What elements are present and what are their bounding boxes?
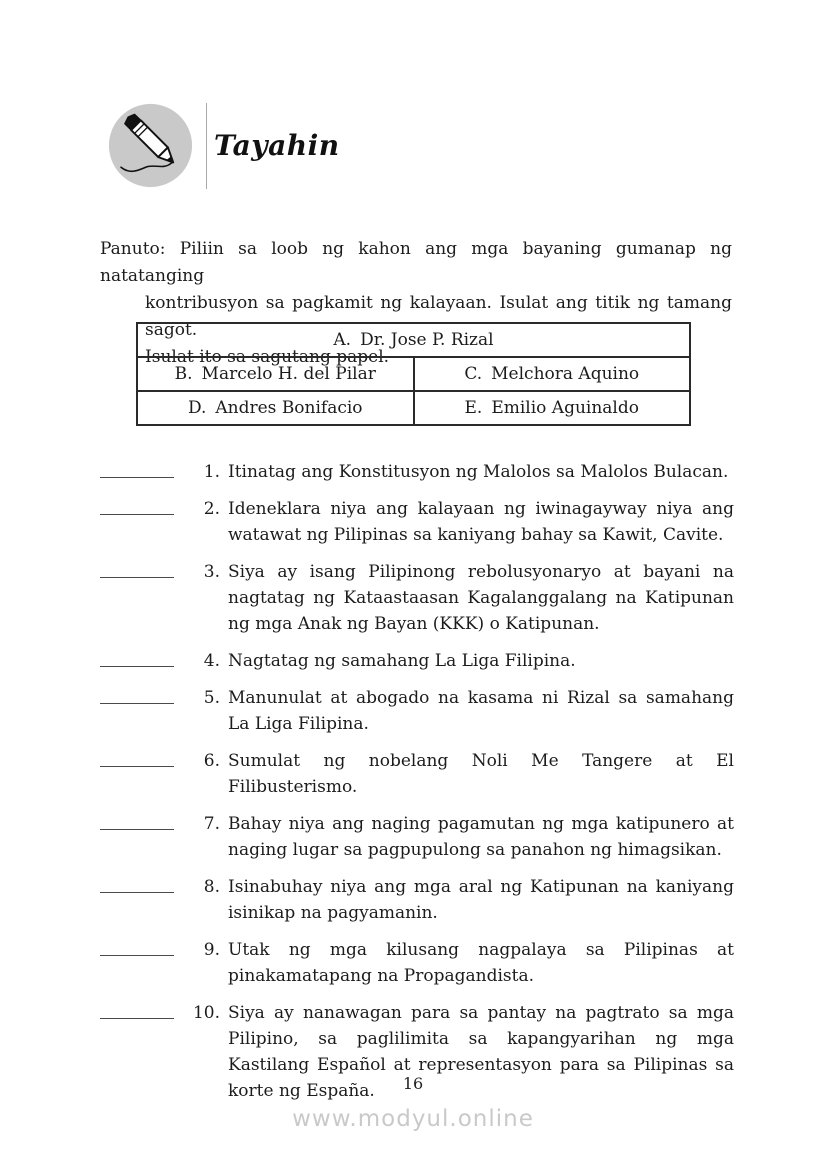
question-number: 8. xyxy=(203,877,220,897)
section-header xyxy=(107,102,340,189)
instructions-line: Isulat ito sa sagutang papel. xyxy=(145,347,390,367)
choice-cell-a xyxy=(137,323,690,357)
choice-cell-b xyxy=(137,357,414,391)
watermark: www.modyul.online xyxy=(292,1106,534,1132)
questions-list xyxy=(100,459,734,1115)
question-number: 6. xyxy=(203,751,220,771)
choices-row xyxy=(137,391,690,425)
choice-letter: D. xyxy=(187,398,207,418)
choice-letter: B. xyxy=(174,364,193,384)
question-text: Utak ng mga kilusang nagpalaya sa Pilipinas at pinakamatapang na Propagandista. xyxy=(228,940,734,986)
page-number: 16 xyxy=(402,1074,424,1093)
choices-box xyxy=(136,322,691,426)
pencil-writing-icon xyxy=(107,102,194,189)
question-text: Sumulat ng nobelang Noli Me Tangere at El Filibusterismo. xyxy=(228,751,734,797)
choice-name: Dr. Jose P. Rizal xyxy=(360,330,494,350)
choice-name: Marcelo H. del Pilar xyxy=(201,364,376,384)
instructions-line: Panuto: Piliin sa loob ng kahon ang mga bayaning gumanap ng natatanging xyxy=(100,239,732,286)
choice-name: Emilio Aguinaldo xyxy=(491,398,639,418)
question-number: 7. xyxy=(203,814,220,834)
question-text: Itinatag ang Konstitusyon ng Malolos sa Malolos Bulacan. xyxy=(228,462,729,482)
answer-blank xyxy=(100,937,174,956)
question-item xyxy=(100,748,734,800)
instructions-line: kontribusyon sa pagkamit ng kalayaan. Isulat ang titik ng tamang sagot. xyxy=(145,293,732,340)
choice-cell-c xyxy=(414,357,691,391)
pencil-writing-icon-svg xyxy=(107,102,194,189)
question-item xyxy=(100,685,734,737)
question-item xyxy=(100,648,734,674)
question-text: Isinabuhay niya ang mga aral ng Katipunan na kaniyang isinikap na pagyamanin. xyxy=(228,877,734,923)
answer-blank xyxy=(100,874,174,893)
answer-blank xyxy=(100,685,174,704)
choice-cell-e xyxy=(414,391,691,425)
question-text: Siya ay isang Pilipinong rebolusyonaryo at bayani na nagtatag ng Kataastaasan Kagalanggalang na Katipunan ng mga Anak ng Bayan (KKK) o Katipunan. xyxy=(228,562,734,634)
choices-row xyxy=(137,323,690,357)
question-item xyxy=(100,459,734,485)
choices-row xyxy=(137,357,690,391)
question-number: 5. xyxy=(203,688,220,708)
answer-blank xyxy=(100,648,174,667)
page-title: Tayahin xyxy=(214,129,340,162)
choice-name: Andres Bonifacio xyxy=(215,398,363,418)
choice-cell-d xyxy=(137,391,414,425)
question-item xyxy=(100,559,734,637)
question-item xyxy=(100,937,734,989)
question-item xyxy=(100,811,734,863)
answer-blank xyxy=(100,811,174,830)
question-number: 10. xyxy=(192,1003,220,1023)
question-number: 3. xyxy=(203,562,220,582)
question-text: Siya ay nanawagan para sa pantay na pagtrato sa mga Pilipino, sa paglilimita sa kapangyarihan ng mga Kastilang Español at representasyon para sa Pilipinas sa korte ng España. xyxy=(228,1003,734,1101)
choice-name: Melchora Aquino xyxy=(491,364,640,384)
question-text: Manunulat at abogado na kasama ni Rizal sa samahang La Liga Filipina. xyxy=(228,688,734,734)
question-text: Bahay niya ang naging pagamutan ng mga katipunero at naging lugar sa pagpupulong sa panahon ng himagsikan. xyxy=(228,814,734,860)
answer-blank xyxy=(100,459,174,478)
question-number: 2. xyxy=(203,499,220,519)
question-number: 4. xyxy=(203,651,220,671)
answer-blank xyxy=(100,1000,174,1019)
choice-letter: E. xyxy=(464,398,483,418)
question-number: 1. xyxy=(203,462,220,482)
question-text: Nagtatag ng samahang La Liga Filipina. xyxy=(228,651,576,671)
choice-letter: A. xyxy=(333,330,352,350)
answer-blank xyxy=(100,748,174,767)
question-number: 9. xyxy=(203,940,220,960)
header-divider xyxy=(206,103,207,189)
question-item xyxy=(100,874,734,926)
question-item xyxy=(100,496,734,548)
choice-letter: C. xyxy=(464,364,483,384)
answer-blank xyxy=(100,496,174,515)
answer-blank xyxy=(100,559,174,578)
question-text: Ideneklara niya ang kalayaan ng iwinagayway niya ang watawat ng Pilipinas sa kaniyang bahay sa Kawit, Cavite. xyxy=(228,499,734,545)
